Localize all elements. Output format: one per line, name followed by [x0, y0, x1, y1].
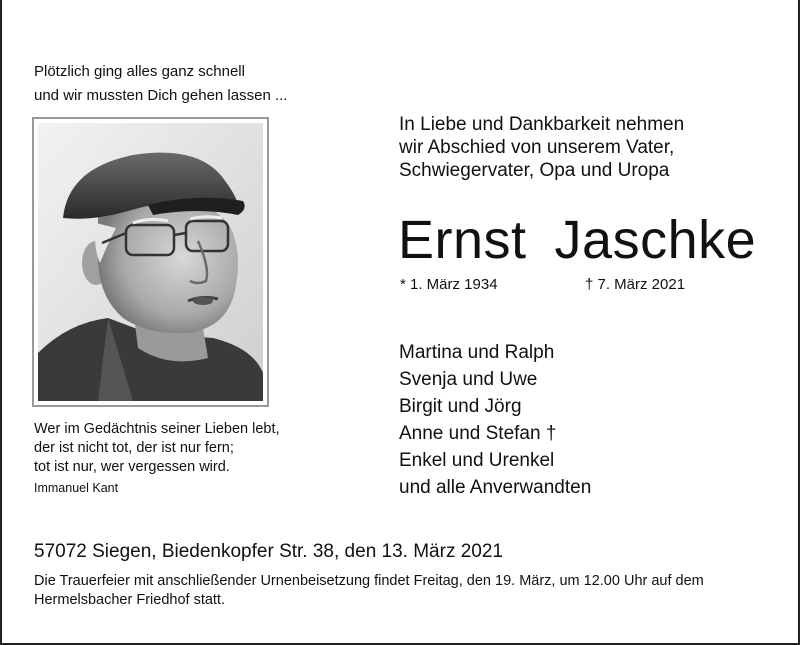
family-member: Enkel und Urenkel: [399, 450, 555, 471]
quote-block: [34, 420, 354, 498]
intro-text: [34, 60, 364, 108]
first-name: Ernst: [398, 210, 527, 270]
deceased-name: [398, 210, 788, 270]
farewell-line-1: In Liebe und Dankbarkeit nehmen: [399, 114, 685, 135]
address-line: 57072 Siegen, Biedenkopfer Str. 38, den 13. März 2021: [34, 541, 503, 562]
farewell-line-2: wir Abschied von unserem Vater,: [399, 137, 675, 158]
quote-line-3: tot ist nur, wer vergessen wird.: [34, 459, 230, 475]
farewell-text: [399, 113, 779, 182]
family-list: [399, 339, 779, 501]
portrait-photo-icon: [38, 123, 263, 401]
birth-date: * 1. März 1934: [400, 276, 498, 293]
family-member: Svenja und Uwe: [399, 369, 538, 390]
intro-line-2: und wir mussten Dich gehen lassen ...: [34, 87, 288, 104]
intro-line-1: Plötzlich ging alles ganz schnell: [34, 63, 245, 80]
last-name: Jaschke: [554, 210, 757, 270]
family-member: und alle Anverwandten: [399, 477, 592, 498]
quote-line-2: der ist nicht tot, der ist nur fern;: [34, 440, 234, 456]
family-member: Martina und Ralph: [399, 342, 555, 363]
death-date: † 7. März 2021: [585, 276, 686, 293]
family-member: Anne und Stefan †: [399, 423, 557, 444]
portrait-frame: [32, 117, 269, 407]
quote-line-1: Wer im Gedächtnis seiner Lieben lebt,: [34, 421, 280, 437]
family-member: Birgit und Jörg: [399, 396, 522, 417]
funeral-notice: Die Trauerfeier mit anschließender Urnenbeisetzung findet Freitag, den 19. März, um 12.00 Uhr auf dem Hermelsbacher Friedhof statt.: [34, 573, 704, 608]
quote-author: Immanuel Kant: [34, 481, 119, 495]
farewell-line-3: Schwiegervater, Opa und Uropa: [399, 160, 670, 181]
